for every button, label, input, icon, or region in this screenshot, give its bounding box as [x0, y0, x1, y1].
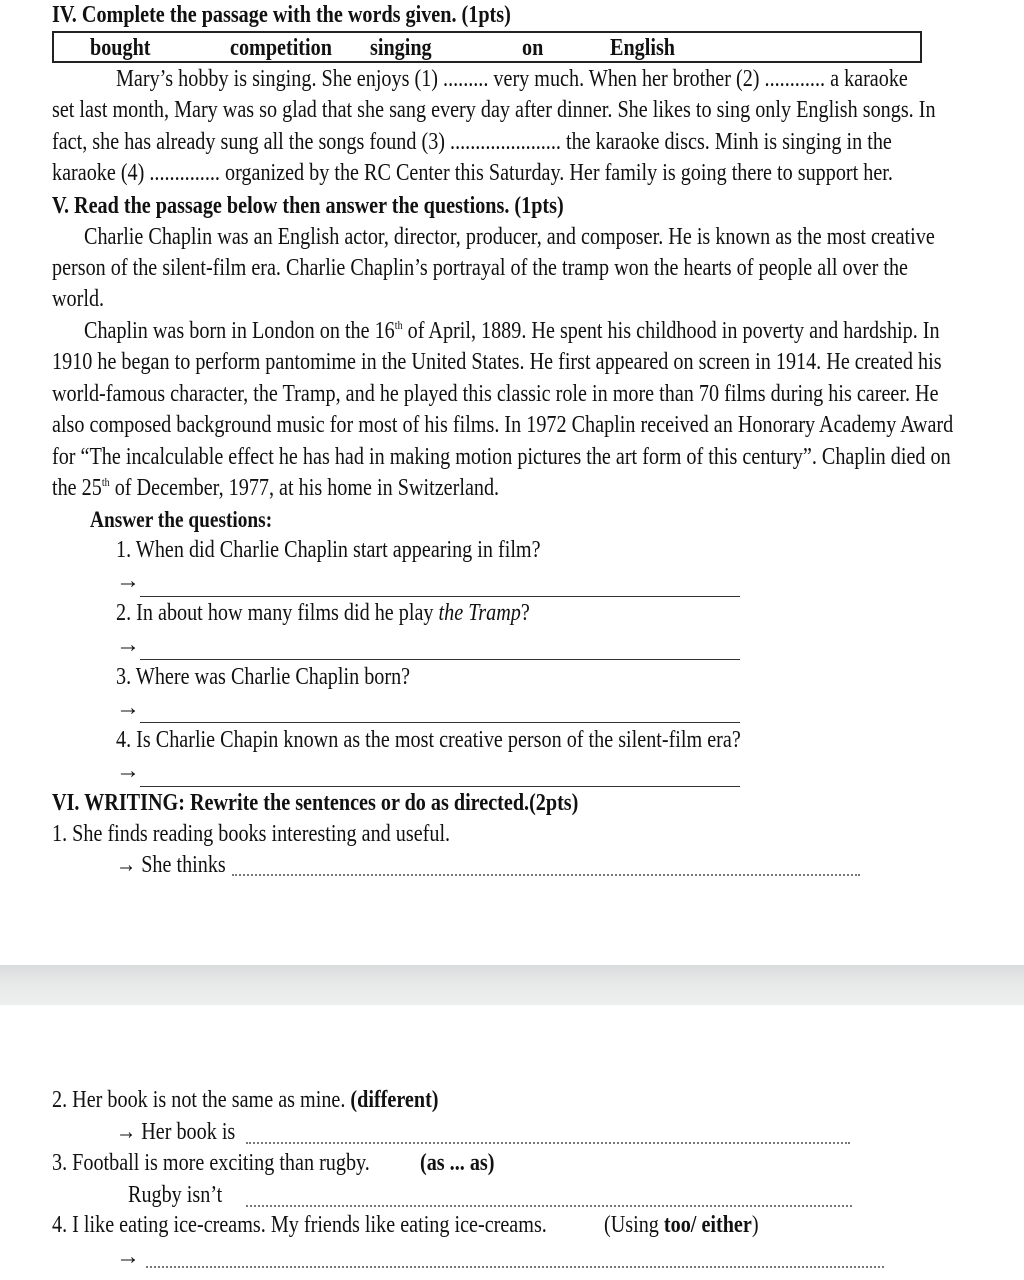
section-4-heading: IV. Complete the passage with the words given. (1pts) — [52, 2, 511, 28]
writing-dotted-line-2[interactable] — [246, 1142, 850, 1144]
passage-5-p2-line-4: also composed background music for most of his films. In 1972 Chaplin received an Honorary Academy Award — [52, 412, 954, 438]
page-gap-band — [0, 965, 1024, 1005]
passage-5-p2-line-2: 1910 he began to perform pantomime in the United States. He first appeared on screen in 1914. He created his — [52, 349, 942, 375]
answer-arrow-4: → — [116, 758, 140, 784]
word-competition: competition — [230, 35, 332, 61]
writing-dotted-line-1[interactable] — [232, 874, 860, 876]
writing-prompt-4: → — [116, 1244, 140, 1270]
word-singing: singing — [370, 35, 432, 61]
answer-arrow-1: → — [116, 568, 140, 594]
writing-item-3: 3. Football is more exciting than rugby. — [52, 1150, 370, 1176]
writing-prompt-2: → Her book is — [116, 1119, 236, 1145]
question-1: 1. When did Charlie Chaplin start appearing in film? — [116, 537, 541, 563]
writing-item-2: 2. Her book is not the same as mine. (different) — [52, 1087, 439, 1113]
word-english: English — [610, 35, 676, 61]
question-4: 4. Is Charlie Chapin known as the most creative person of the silent-film era? — [116, 727, 741, 753]
passage-4-line-4: karaoke (4) .............. organized by the RC Center this Saturday. Her family is going there to support her. — [52, 160, 893, 186]
passage-4-line-1: Mary’s hobby is singing. She enjoys (1) ......... very much. When her brother (2) ............ a karaoke — [116, 66, 908, 92]
writing-item-4: 4. I like eating ice-creams. My friends like eating ice-creams. — [52, 1212, 547, 1238]
passage-5-p2-line-3: world-famous character, the Tramp, and he played this classic role in more than 70 films during his career. He — [52, 381, 939, 407]
answer-line-2[interactable] — [140, 659, 740, 660]
writing-dotted-line-3[interactable] — [246, 1205, 852, 1207]
answer-arrow-3: → — [116, 695, 140, 721]
passage-4-line-3: fact, she has already sung all the songs found (3) ...................... the karaoke discs. Minh is singing in the — [52, 129, 892, 155]
writing-item-1: 1. She finds reading books interesting and useful. — [52, 821, 451, 847]
word-on: on — [522, 35, 544, 61]
passage-4-line-2: set last month, Mary was so glad that she sang every day after dinner. She likes to sing only English songs. In — [52, 97, 936, 123]
answer-line-1[interactable] — [140, 596, 740, 597]
question-2: 2. In about how many films did he play the Tramp? — [116, 600, 530, 626]
passage-5-p1-line-2: person of the silent-film era. Charlie Chaplin’s portrayal of the tramp won the hearts of people all over the — [52, 255, 908, 281]
writing-hint-4: (Using too/ either) — [604, 1212, 759, 1238]
passage-5-p2-line-1: Chaplin was born in London on the 16th of April, 1889. He spent his childhood in poverty and hardship. In — [84, 318, 940, 344]
section-6-heading: VI. WRITING: Rewrite the sentences or do as directed.(2pts) — [52, 790, 579, 816]
answer-line-4[interactable] — [140, 786, 740, 787]
passage-5-p2-line-6: the 25th of December, 1977, at his home in Switzerland. — [52, 475, 500, 501]
writing-dotted-line-4[interactable] — [146, 1266, 884, 1268]
answer-line-3[interactable] — [140, 722, 740, 723]
writing-prompt-3: Rugby isn’t — [128, 1182, 223, 1208]
writing-prompt-1: → She thinks — [116, 852, 226, 878]
passage-5-p1-line-3: world. — [52, 286, 105, 312]
question-3: 3. Where was Charlie Chaplin born? — [116, 664, 411, 690]
passage-5-p1-line-1: Charlie Chaplin was an English actor, director, producer, and composer. He is known as the most creative — [84, 224, 935, 250]
word-bought: bought — [90, 35, 151, 61]
word-bank-box — [52, 31, 922, 63]
section-5-heading: V. Read the passage below then answer the questions. (1pts) — [52, 193, 564, 219]
answer-questions-heading: Answer the questions: — [90, 507, 273, 532]
passage-5-p2-line-5: for “The incalculable effect he has had in making motion pictures the art form of this century”. Chaplin died on — [52, 444, 951, 470]
writing-hint-3: (as ... as) — [420, 1150, 495, 1176]
answer-arrow-2: → — [116, 632, 140, 658]
